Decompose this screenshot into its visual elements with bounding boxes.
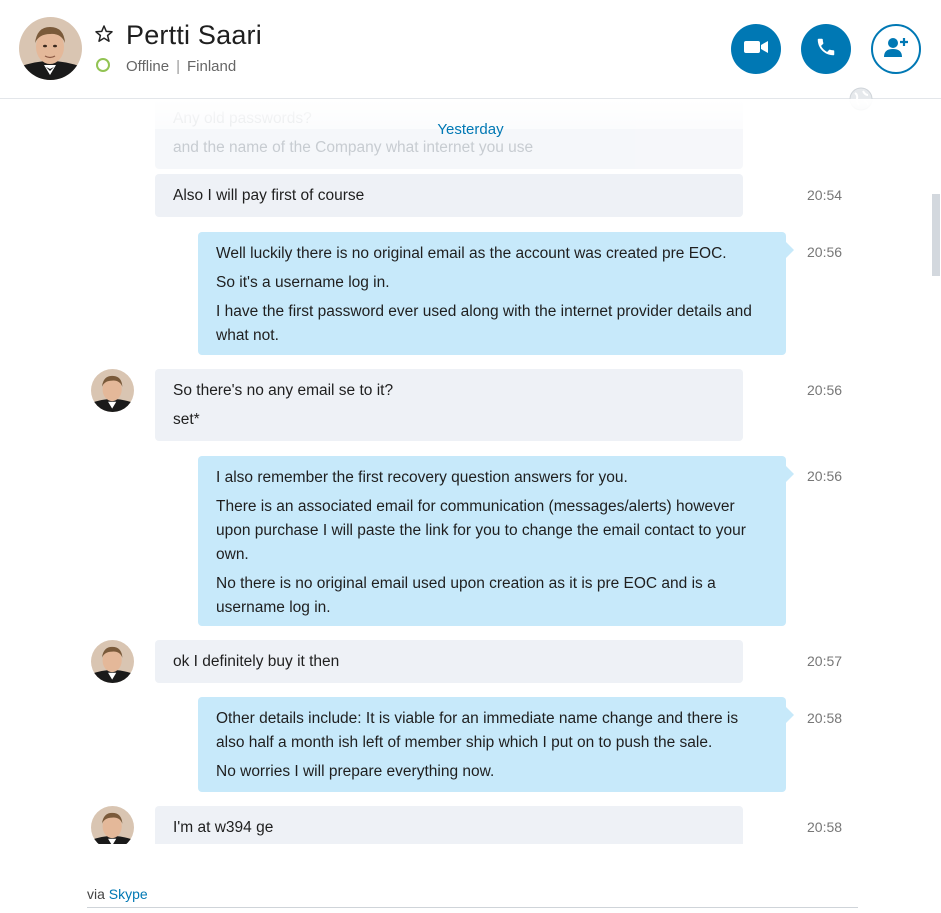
footer-divider [87, 907, 858, 908]
message-text: No worries I will prepare everything now. [216, 763, 495, 780]
message-bubble-outgoing[interactable] [198, 456, 786, 626]
contact-avatar[interactable] [19, 17, 82, 80]
message-text: I have the first password ever used along with the internet provider details and what not. [216, 303, 752, 344]
contact-status: Offline [126, 58, 170, 75]
message-text: set* [173, 411, 200, 428]
scrollbar-thumb[interactable] [932, 194, 940, 276]
message-timestamp: 20:57 [807, 653, 843, 669]
favorite-star-icon[interactable] [94, 24, 114, 44]
contact-name: Pertti Saari [126, 20, 262, 50]
message-text: No there is no original email used upon creation as it is pre EOC and is a username log in. [216, 575, 716, 616]
message-timestamp: 20:58 [807, 819, 843, 835]
phone-icon [815, 36, 837, 63]
message-bubble-incoming[interactable] [155, 369, 743, 441]
message-text: I also remember the first recovery question answers for you. [216, 469, 628, 486]
message-bubble-outgoing[interactable] [198, 697, 786, 792]
skype-link[interactable]: Skype [108, 886, 148, 902]
message-text: So there's no any email se to it? [173, 382, 394, 399]
add-people-button[interactable] [871, 24, 921, 74]
message-text: Well luckily there is no original email as the account was created pre EOC. [216, 245, 727, 262]
message-text: So it's a username log in. [216, 274, 390, 291]
message-bubble-incoming[interactable] [155, 640, 743, 683]
message-timestamp: 20:58 [807, 710, 843, 726]
message-text: Other details include: It is viable for an immediate name change and there is also half a month ish left of member ship which I put on to push the sale. [216, 710, 739, 751]
audio-call-button[interactable] [801, 24, 851, 74]
clipped-message-row [0, 806, 941, 844]
via-skype-footer [87, 886, 148, 902]
message-text: Also I will pay first of course [173, 187, 365, 204]
message-timestamp: 20:54 [807, 187, 843, 203]
status-separator: | [176, 58, 180, 75]
sender-avatar[interactable] [91, 806, 134, 844]
message-timestamp: 20:56 [807, 382, 843, 398]
via-label: via [87, 886, 105, 902]
faded-line: and the name of the Company what internet you use [173, 139, 534, 156]
video-call-icon [743, 38, 769, 61]
message-timestamp: 20:56 [807, 468, 843, 484]
sender-avatar[interactable] [91, 369, 134, 412]
chat-header [0, 0, 941, 99]
message-bubble-incoming[interactable] [155, 174, 743, 217]
message-text: There is an associated email for communication (messages/alerts) however upon purchase I will paste the link for you to change the email contact to your own. [216, 498, 746, 563]
message-bubble-outgoing[interactable] [198, 232, 786, 355]
date-separator: Yesterday [437, 121, 504, 138]
message-timestamp: 20:56 [807, 244, 843, 260]
presence-indicator-icon [96, 58, 110, 72]
video-call-button[interactable] [731, 24, 781, 74]
contact-status-line [126, 58, 236, 75]
add-person-icon [882, 35, 910, 64]
message-bubble-incoming[interactable] [155, 806, 743, 844]
message-text: I'm at w394 ge [173, 819, 274, 836]
contact-location: Finland [187, 58, 237, 75]
sender-avatar[interactable] [91, 640, 134, 683]
message-text: ok I definitely buy it then [173, 653, 340, 670]
